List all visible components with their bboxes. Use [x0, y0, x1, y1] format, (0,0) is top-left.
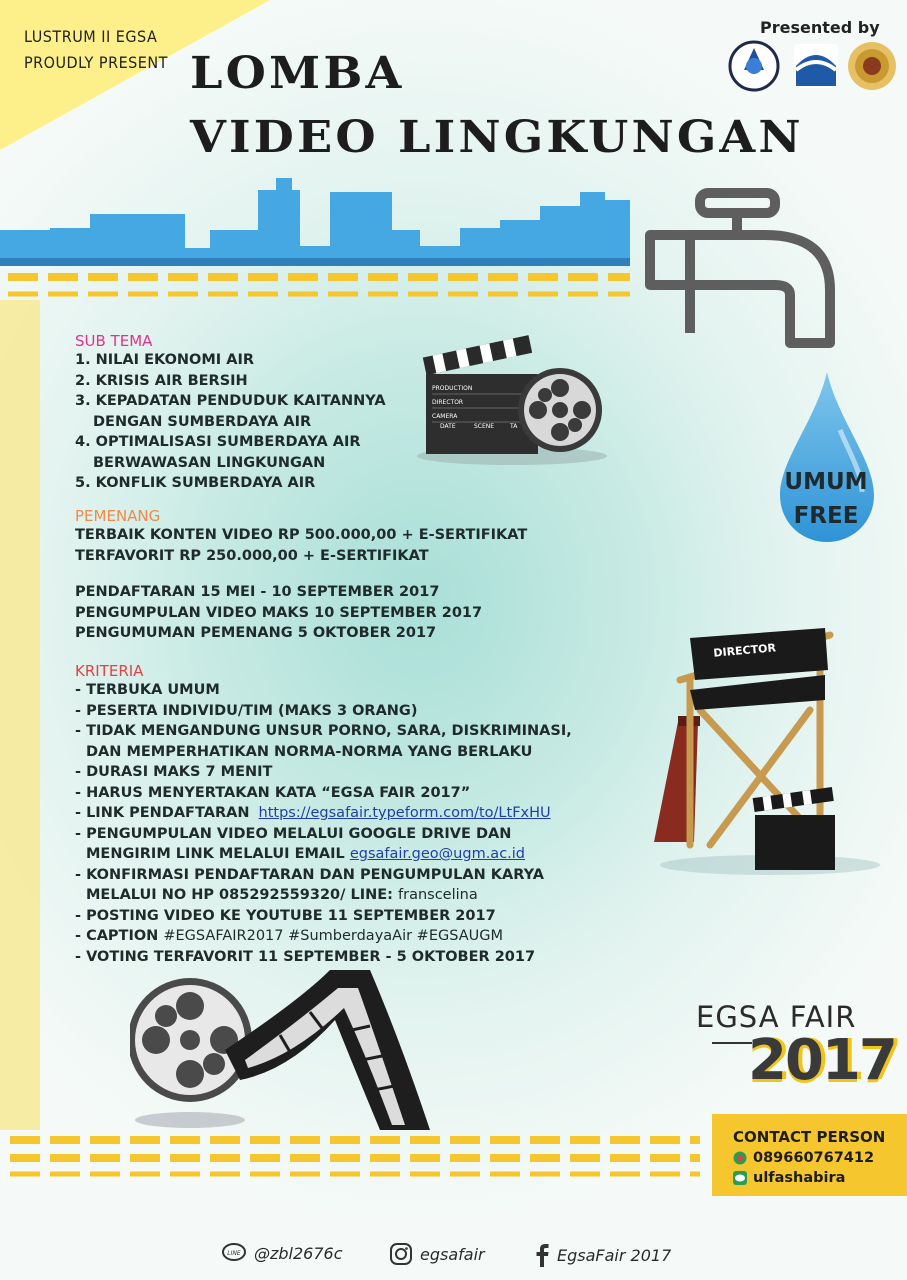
lustrum-line2: PROUDLY PRESENT [24, 53, 168, 72]
presented-by-label: Presented by [760, 18, 880, 37]
schedule-item: PENDAFTARAN 15 MEI - 10 SEPTEMBER 2017 [75, 584, 440, 600]
chair-label: DIRECTOR [712, 641, 777, 660]
schedule-item: PENGUMPULAN VIDEO MAKS 10 SEPTEMBER 2017 [75, 604, 483, 621]
criteria-item: - TIDAK MENGANDUNG UNSUR PORNO, SARA, DISKRIMINASI, [75, 723, 572, 739]
social-instagram[interactable] [390, 1243, 485, 1265]
contact-title: CONTACT PERSON [733, 1128, 886, 1146]
contact-phone-row [733, 1150, 874, 1166]
sub-tema-heading: SUB TEMA [75, 332, 153, 350]
caption-hashtags: #EGSAFAIR2017 #SumberdayaAir #EGSAUGM [163, 928, 503, 944]
instagram-handle: egsafair [420, 1244, 485, 1264]
schedule-section [75, 582, 635, 644]
whatsapp-icon [733, 1151, 747, 1165]
criteria-item: - TERBUKA UMUM [75, 682, 220, 698]
prize-item: TERBAIK KONTEN VIDEO RP 500.000,00 + E-SERTIFIKAT [75, 527, 528, 543]
schedule-item: PENGUMUMAN PEMENANG 5 OKTOBER 2017 [75, 625, 437, 641]
criteria-item [75, 844, 655, 865]
criteria-item: - DURASI MAKS 7 MENIT [75, 764, 273, 780]
sub-tema-section [75, 332, 595, 494]
line-handle: @zbl2676c [254, 1243, 343, 1263]
criteria-item: - PENGUMPULAN VIDEO MELALUI GOOGLE DRIVE DAN [75, 825, 512, 842]
social-line[interactable] [222, 1243, 343, 1263]
facebook-icon [535, 1243, 549, 1267]
clap-production: PRODUCTION [432, 385, 473, 392]
social-facebook[interactable] [535, 1243, 671, 1267]
prize-item: TERFAVORIT RP 250.000,00 + E-SERTIFIKAT [75, 547, 429, 564]
criteria-text: MENGIRIM LINK MELALUI EMAIL [86, 846, 345, 862]
criteria-item: - POSTING VIDEO KE YOUTUBE 11 SEPTEMBER 2017 [75, 907, 496, 924]
director-chair-icon [650, 620, 885, 880]
clap-camera: CAMERA [432, 413, 458, 420]
instagram-icon [390, 1243, 412, 1265]
film-strip-icon [130, 960, 480, 1138]
clap-director: DIRECTOR [432, 399, 464, 406]
svg-text:LINE: LINE [227, 1250, 241, 1257]
badge-line2: FREE [793, 503, 859, 529]
criteria-text: MELALUI NO HP 085292559320/ LINE: [86, 887, 393, 903]
criteria-item [75, 926, 655, 947]
criteria-item: - VOTING TERFAVORIT 11 SEPTEMBER - 5 OKTOBER 2017 [75, 948, 536, 965]
line-contact-name: franscelina [398, 887, 478, 903]
sub-tema-item: BERWAWASAN LINGKUNGAN [93, 454, 326, 471]
pemenang-section [75, 507, 635, 566]
small-clapper-icon [753, 787, 835, 870]
city-skyline [0, 170, 640, 310]
clap-take: TA [510, 423, 518, 430]
criteria-item: - HARUS MENYERTAKAN KATA “EGSA FAIR 2017” [75, 784, 471, 801]
sponsor-logo-ugm [848, 42, 896, 90]
clap-scene: SCENE [474, 423, 495, 430]
badge-line1: UMUM [784, 469, 868, 495]
sub-tema-item: 2. KRISIS AIR BERSIH [75, 372, 248, 389]
lustrum-line1: LUSTRUM II EGSA [24, 27, 158, 46]
dashed-road-bottom [0, 1130, 720, 1180]
event-year: 2017 [748, 1028, 896, 1093]
criteria-item: DAN MEMPERHATIKAN NORMA-NORMA YANG BERLAKU [86, 743, 533, 760]
clap-date: DATE [440, 423, 456, 430]
sub-tema-item: 4. OPTIMALISASI SUMBERDAYA AIR [75, 434, 361, 450]
contact-line-row [733, 1170, 845, 1186]
bottom-film-reel-icon [130, 978, 252, 1102]
contact-phone: 089660767412 [753, 1150, 875, 1166]
event-name: EGSA FAIR [696, 1000, 857, 1034]
contact-line-id: ulfashabira [753, 1170, 846, 1186]
dashed-road-top [8, 277, 630, 294]
sponsor-logo-geografi [794, 44, 838, 88]
title-line2: VIDEO LINGKUNGAN [190, 112, 804, 163]
sub-tema-item: 5. KONFLIK SUMBERDAYA AIR [75, 475, 316, 491]
registration-link[interactable]: https://egsafair.typeform.com/to/LtFxHU [258, 805, 551, 821]
left-stripe [0, 300, 40, 1130]
criteria-item: - PESERTA INDIVIDU/TIM (MAKS 3 ORANG) [75, 702, 418, 719]
criteria-text: - CAPTION [75, 928, 159, 944]
pemenang-heading: PEMENANG [75, 507, 161, 525]
sponsor-logos [728, 40, 898, 96]
sponsor-logo-egsa [730, 42, 778, 90]
sub-tema-item: 1. NILAI EKONOMI AIR [75, 352, 255, 368]
kriteria-heading: KRITERIA [75, 662, 144, 680]
sub-tema-item: 3. KEPADATAN PENDUDUK KAITANNYA [75, 393, 386, 409]
title-line1: LOMBA [190, 48, 405, 99]
criteria-item [75, 885, 655, 906]
line-icon [222, 1243, 246, 1263]
faucet-icon [645, 185, 855, 355]
event-divider [712, 1040, 752, 1046]
facebook-handle: EgsaFair 2017 [557, 1245, 672, 1265]
organizer-label [24, 24, 168, 76]
criteria-item: - KONFIRMASI PENDAFTARAN DAN PENGUMPULAN KARYA [75, 866, 544, 883]
free-badge [778, 465, 874, 533]
email-link[interactable]: egsafair.geo@ugm.ac.id [349, 846, 526, 862]
sub-tema-item: DENGAN SUMBERDAYA AIR [93, 413, 312, 430]
criteria-text: - LINK PENDAFTARAN [75, 805, 250, 821]
criteria-item [75, 803, 655, 824]
line-icon [733, 1171, 747, 1185]
kriteria-section [75, 662, 655, 967]
